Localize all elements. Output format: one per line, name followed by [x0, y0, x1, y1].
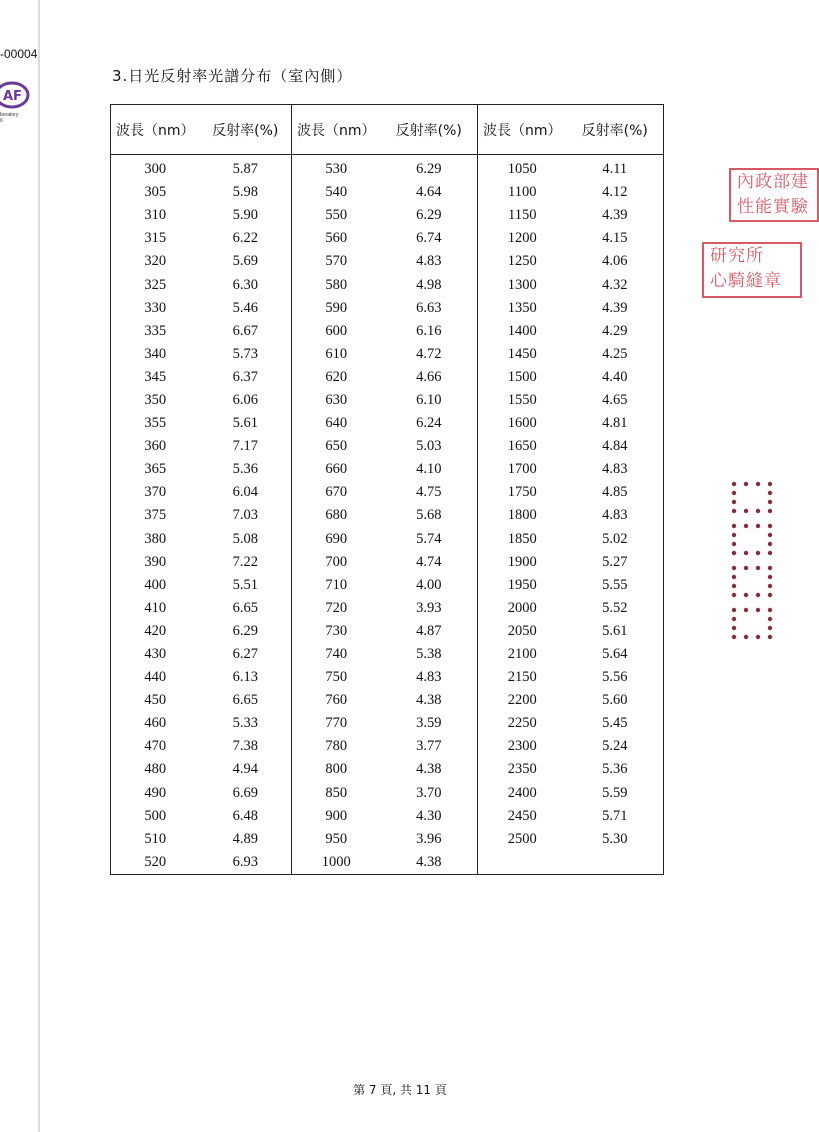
perforation-dot: [756, 635, 760, 639]
wavelength-cell: 1250: [507, 253, 537, 270]
wavelength-cell: 305: [144, 184, 167, 201]
page-edge-shadow: [38, 0, 40, 1132]
perforation-dot: [768, 533, 772, 537]
table-row: [111, 181, 664, 204]
perforation-dot: [768, 551, 772, 555]
wavelength-cell: 340: [144, 345, 167, 362]
reflectance-cell: 4.87: [381, 620, 478, 643]
logo-caption-line1: boratory: [0, 112, 19, 118]
table-row: [111, 735, 664, 758]
wavelength-cell: 315: [144, 230, 167, 247]
reflectance-cell: 4.30: [381, 805, 478, 828]
wavelength-cell: 365: [144, 461, 167, 478]
wavelength-cell: 1650: [507, 438, 537, 455]
wavelength-cell: 375: [144, 507, 167, 524]
wavelength-cell: 740: [325, 646, 348, 663]
reflectance-cell: 7.38: [200, 735, 292, 758]
reflectance-cell: 3.70: [381, 782, 478, 805]
wavelength-cell: 480: [144, 761, 167, 778]
perforation-dot: [732, 551, 736, 555]
wavelength-cell: 1050: [507, 161, 537, 178]
reflectance-cell: 4.98: [381, 273, 478, 296]
perforation-dot: [756, 482, 760, 486]
perforation-dot: [732, 575, 736, 579]
wavelength-cell: 2150: [507, 669, 537, 686]
wavelength-cell: 570: [325, 253, 348, 270]
wavelength-cell: 620: [325, 368, 348, 385]
reflectance-cell: 5.38: [381, 643, 478, 666]
reflectance-cell: 5.24: [602, 738, 628, 755]
section-title: 3.日光反射率光譜分布（室內側）: [112, 67, 353, 85]
reflectance-cell: [567, 851, 664, 875]
perforation-dot: [744, 593, 748, 597]
wavelength-cell: 1750: [507, 484, 537, 501]
wavelength-cell: 1350: [507, 299, 537, 316]
wavelength-cell: 710: [325, 576, 348, 593]
perforation-dot: [732, 500, 736, 504]
wavelength-cell: 330: [144, 299, 167, 316]
reflectance-cell: 6.27: [200, 643, 292, 666]
reflectance-cell: 4.81: [602, 415, 628, 432]
wavelength-cell: 400: [144, 576, 167, 593]
reflectance-cell: 6.04: [200, 481, 292, 504]
reflectance-cell: 4.15: [602, 230, 628, 247]
perforation-dot: [768, 584, 772, 588]
wavelength-cell: 430: [144, 646, 167, 663]
wavelength-cell: 370: [144, 484, 167, 501]
perforation-dot: [744, 608, 748, 612]
perforation-dot: [768, 491, 772, 495]
wavelength-cell: 600: [325, 322, 348, 339]
wavelength-cell: 680: [325, 507, 348, 524]
wavelength-cell: 530: [325, 161, 348, 178]
reflectance-table: [110, 104, 664, 875]
table-header-row: [111, 105, 664, 155]
reflectance-cell: 5.08: [200, 528, 292, 551]
seam-seal-stamp: [702, 242, 802, 298]
wavelength-cell: 1100: [508, 184, 537, 201]
wavelength-cell: 730: [325, 622, 348, 639]
reflectance-cell: 4.83: [602, 507, 628, 524]
reflectance-cell: 4.74: [381, 551, 478, 574]
reflectance-cell: 5.90: [200, 204, 292, 227]
wavelength-cell: 350: [144, 391, 167, 408]
wavelength-cell: 670: [325, 484, 348, 501]
perforation-dot: [732, 584, 736, 588]
reflectance-cell: 4.65: [602, 391, 628, 408]
wavelength-cell: 440: [144, 669, 167, 686]
wavelength-cell: 2100: [507, 646, 537, 663]
wavelength-cell: 470: [144, 738, 167, 755]
wavelength-cell: 310: [144, 207, 167, 224]
wavelength-cell: 1900: [507, 553, 537, 570]
perforation-dot: [768, 509, 772, 513]
reflectance-cell: 5.03: [381, 435, 478, 458]
wavelength-cell: 355: [144, 415, 167, 432]
table-row: [111, 805, 664, 828]
perforation-dot: [744, 509, 748, 513]
stamp2-line1: 研究所: [710, 246, 764, 266]
reflectance-cell: 4.29: [602, 322, 628, 339]
wavelength-cell: 800: [325, 761, 348, 778]
wavelength-cell: 1600: [507, 415, 537, 432]
wavelength-cell: 760: [325, 692, 348, 709]
reflectance-cell: 5.02: [602, 530, 628, 547]
wavelength-cell: [478, 851, 567, 875]
reflectance-cell: 4.84: [602, 438, 628, 455]
perforation-dot: [744, 551, 748, 555]
table-row: [111, 504, 664, 527]
perforation-dot: [732, 566, 736, 570]
table-row: [111, 389, 664, 412]
reflectance-cell: 4.12: [602, 184, 628, 201]
perforation-dot: [756, 524, 760, 528]
table-row: [111, 643, 664, 666]
perforation-dot: [768, 524, 772, 528]
perforation-dot: [768, 593, 772, 597]
table-row: [111, 412, 664, 435]
reflectance-cell: 4.89: [200, 828, 292, 851]
wavelength-cell: 2350: [507, 761, 537, 778]
stamp2-line2: 心騎縫章: [710, 271, 782, 291]
reflectance-cell: 5.68: [381, 504, 478, 527]
wavelength-cell: 550: [325, 207, 348, 224]
table-row: [111, 828, 664, 851]
reflectance-cell: 5.51: [200, 574, 292, 597]
table-row: [111, 481, 664, 504]
reflectance-cell: 5.27: [602, 553, 628, 570]
table-row: [111, 574, 664, 597]
reflectance-cell: 6.93: [200, 851, 292, 875]
stamp1-line2: 性能實驗: [737, 197, 809, 217]
reflectance-cell: 4.94: [200, 758, 292, 781]
reflectance-cell: 4.38: [381, 689, 478, 712]
logo-caption-line2: 6: [0, 118, 3, 124]
reflectance-cell: 4.83: [381, 666, 478, 689]
reflectance-cell: 4.39: [602, 207, 628, 224]
reflectance-cell: 4.64: [381, 181, 478, 204]
wavelength-cell: 510: [144, 830, 167, 847]
perforation-dot: [756, 551, 760, 555]
reflectance-cell: 5.55: [602, 576, 628, 593]
reflectance-cell: 4.39: [602, 299, 628, 316]
wavelength-cell: 720: [325, 599, 348, 616]
reflectance-cell: 5.30: [602, 830, 628, 847]
reflectance-cell: 6.13: [200, 666, 292, 689]
reflectance-cell: 4.83: [602, 461, 628, 478]
table-row: [111, 782, 664, 805]
perforation-dot: [768, 617, 772, 621]
wavelength-cell: 390: [144, 553, 167, 570]
header-reflectance: 反射率(%): [381, 105, 478, 155]
wavelength-cell: 320: [144, 253, 167, 270]
wavelength-cell: 1200: [507, 230, 537, 247]
report-number: -00004: [0, 47, 38, 61]
wavelength-cell: 1800: [507, 507, 537, 524]
reflectance-cell: 5.87: [200, 155, 292, 182]
table-row: [111, 297, 664, 320]
reflectance-cell: 3.77: [381, 735, 478, 758]
reflectance-cell: 4.00: [381, 574, 478, 597]
wavelength-cell: 2000: [507, 599, 537, 616]
wavelength-cell: 540: [325, 184, 348, 201]
reflectance-cell: 6.65: [200, 689, 292, 712]
reflectance-cell: 5.46: [200, 297, 292, 320]
perforation-dot: [744, 635, 748, 639]
header-reflectance: 反射率(%): [567, 105, 664, 155]
perforation-dot: [732, 593, 736, 597]
reflectance-cell: 5.36: [200, 458, 292, 481]
wavelength-cell: 1300: [507, 276, 537, 293]
wavelength-cell: 420: [144, 622, 167, 639]
reflectance-cell: 4.75: [381, 481, 478, 504]
table-row: [111, 435, 664, 458]
reflectance-cell: 7.22: [200, 551, 292, 574]
reflectance-cell: 3.96: [381, 828, 478, 851]
wavelength-cell: 1550: [507, 391, 537, 408]
perforation-dot: [732, 491, 736, 495]
perforation-dot: [744, 524, 748, 528]
perforation-dot: [732, 524, 736, 528]
reflectance-cell: 5.56: [602, 669, 628, 686]
perforation-dot: [732, 617, 736, 621]
wavelength-cell: 950: [325, 830, 348, 847]
reflectance-cell: 6.16: [381, 320, 478, 343]
perforation-dot: [744, 482, 748, 486]
reflectance-cell: 6.10: [381, 389, 478, 412]
reflectance-cell: 4.38: [381, 851, 478, 875]
wavelength-cell: 500: [144, 807, 167, 824]
reflectance-cell: 5.61: [602, 622, 628, 639]
table-row: [111, 528, 664, 551]
wavelength-cell: 750: [325, 669, 348, 686]
header-wavelength: 波長（nm）: [478, 105, 567, 155]
table-row: [111, 250, 664, 273]
reflectance-cell: 4.25: [602, 345, 628, 362]
reflectance-cell: 4.85: [602, 484, 628, 501]
wavelength-cell: 1500: [507, 368, 537, 385]
wavelength-cell: 700: [325, 553, 348, 570]
wavelength-cell: 1450: [507, 345, 537, 362]
reflectance-cell: 6.29: [381, 204, 478, 227]
reflectance-cell: 6.37: [200, 366, 292, 389]
wavelength-cell: 610: [325, 345, 348, 362]
wavelength-cell: 2500: [507, 830, 537, 847]
perforation-dot: [768, 542, 772, 546]
wavelength-cell: 660: [325, 461, 348, 478]
wavelength-cell: 2300: [507, 738, 537, 755]
reflectance-cell: 6.69: [200, 782, 292, 805]
wavelength-cell: 770: [325, 715, 348, 732]
reflectance-cell: 5.33: [200, 712, 292, 735]
wavelength-cell: 325: [144, 276, 167, 293]
perforation-dot: [768, 608, 772, 612]
perforation-dot: [768, 575, 772, 579]
table-row: [111, 204, 664, 227]
perforation-dot: [756, 608, 760, 612]
wavelength-cell: 300: [144, 161, 167, 178]
table-row: [111, 666, 664, 689]
perforation-dot: [768, 566, 772, 570]
reflectance-cell: 4.66: [381, 366, 478, 389]
header-wavelength: 波長（nm）: [111, 105, 200, 155]
reflectance-cell: 5.45: [602, 715, 628, 732]
table-row: [111, 366, 664, 389]
reflectance-cell: 5.36: [602, 761, 628, 778]
reflectance-cell: 6.22: [200, 227, 292, 250]
reflectance-cell: 4.06: [602, 253, 628, 270]
table-row: [111, 273, 664, 296]
wavelength-cell: 630: [325, 391, 348, 408]
reflectance-cell: 6.06: [200, 389, 292, 412]
table-row: [111, 155, 664, 182]
wavelength-cell: 650: [325, 438, 348, 455]
reflectance-cell: 6.29: [381, 155, 478, 182]
reflectance-cell: 7.03: [200, 504, 292, 527]
wavelength-cell: 335: [144, 322, 167, 339]
stamp1-line1: 內政部建: [737, 172, 809, 192]
perforation-dot: [756, 566, 760, 570]
reflectance-cell: 4.83: [381, 250, 478, 273]
reflectance-cell: 6.30: [200, 273, 292, 296]
wavelength-cell: 1700: [507, 461, 537, 478]
wavelength-cell: 1150: [508, 207, 537, 224]
reflectance-cell: 4.38: [381, 758, 478, 781]
reflectance-cell: 4.32: [602, 276, 628, 293]
perforation-dot: [732, 533, 736, 537]
reflectance-cell: 4.11: [602, 161, 628, 178]
table-row: [111, 689, 664, 712]
perforation-dot: [756, 593, 760, 597]
wavelength-cell: 1850: [507, 530, 537, 547]
wavelength-cell: 590: [325, 299, 348, 316]
table-row: [111, 712, 664, 735]
wavelength-cell: 2450: [507, 807, 537, 824]
wavelength-cell: 460: [144, 715, 167, 732]
perforation-dot: [768, 500, 772, 504]
wavelength-cell: 345: [144, 368, 167, 385]
reflectance-cell: 6.48: [200, 805, 292, 828]
perforation-dot: [732, 635, 736, 639]
table-row: [111, 620, 664, 643]
wavelength-cell: 690: [325, 530, 348, 547]
perforation-mark: [728, 480, 788, 650]
perforation-dot: [768, 635, 772, 639]
wavelength-cell: 360: [144, 438, 167, 455]
reflectance-cell: 5.59: [602, 784, 628, 801]
reflectance-cell: 6.63: [381, 297, 478, 320]
wavelength-cell: 1950: [507, 576, 537, 593]
logo-caption: [0, 112, 18, 124]
perforation-dot: [756, 509, 760, 513]
ministry-seal-stamp: [729, 168, 819, 222]
header-reflectance: 反射率(%): [200, 105, 292, 155]
table-row: [111, 597, 664, 620]
table-row: [111, 851, 664, 875]
reflectance-cell: 6.29: [200, 620, 292, 643]
perforation-dot: [732, 542, 736, 546]
svg-text:AF: AF: [3, 89, 22, 104]
wavelength-cell: 2250: [507, 715, 537, 732]
wavelength-cell: 560: [325, 230, 348, 247]
wavelength-cell: 2200: [507, 692, 537, 709]
wavelength-cell: 490: [144, 784, 167, 801]
reflectance-cell: 5.52: [602, 599, 628, 616]
reflectance-cell: 5.69: [200, 250, 292, 273]
wavelength-cell: 2050: [507, 622, 537, 639]
reflectance-cell: 4.40: [602, 368, 628, 385]
table-row: [111, 458, 664, 481]
wavelength-cell: 380: [144, 530, 167, 547]
table-row: [111, 758, 664, 781]
table-body: [111, 155, 664, 875]
table-row: [111, 320, 664, 343]
reflectance-cell: 5.74: [381, 528, 478, 551]
reflectance-cell: 6.67: [200, 320, 292, 343]
perforation-dot: [768, 482, 772, 486]
reflectance-cell: 3.93: [381, 597, 478, 620]
perforation-dot: [732, 509, 736, 513]
perforation-dot: [744, 566, 748, 570]
perforation-dot: [768, 626, 772, 630]
reflectance-cell: 3.59: [381, 712, 478, 735]
wavelength-cell: 580: [325, 276, 348, 293]
reflectance-cell: 5.60: [602, 692, 628, 709]
wavelength-cell: 900: [325, 807, 348, 824]
wavelength-cell: 520: [144, 853, 167, 870]
wavelength-cell: 450: [144, 692, 167, 709]
reflectance-cell: 5.61: [200, 412, 292, 435]
table-row: [111, 227, 664, 250]
lab-logo: [0, 80, 30, 110]
header-wavelength: 波長（nm）: [292, 105, 381, 155]
wavelength-cell: 1400: [507, 322, 537, 339]
reflectance-cell: 4.72: [381, 343, 478, 366]
table-row: [111, 551, 664, 574]
reflectance-cell: 6.65: [200, 597, 292, 620]
table-row: [111, 343, 664, 366]
perforation-dot: [732, 608, 736, 612]
wavelength-cell: 2400: [507, 784, 537, 801]
reflectance-cell: 5.71: [602, 807, 628, 824]
perforation-dot: [732, 626, 736, 630]
reflectance-cell: 5.98: [200, 181, 292, 204]
reflectance-cell: 6.74: [381, 227, 478, 250]
reflectance-cell: 5.73: [200, 343, 292, 366]
page-footer: 第 7 頁, 共 11 頁: [353, 1083, 447, 1097]
wavelength-cell: 410: [144, 599, 167, 616]
reflectance-cell: 6.24: [381, 412, 478, 435]
reflectance-cell: 4.10: [381, 458, 478, 481]
wavelength-cell: 640: [325, 415, 348, 432]
wavelength-cell: 850: [325, 784, 348, 801]
wavelength-cell: 1000: [321, 853, 351, 870]
perforation-dot: [732, 482, 736, 486]
reflectance-cell: 5.64: [602, 646, 628, 663]
reflectance-cell: 7.17: [200, 435, 292, 458]
wavelength-cell: 780: [325, 738, 348, 755]
